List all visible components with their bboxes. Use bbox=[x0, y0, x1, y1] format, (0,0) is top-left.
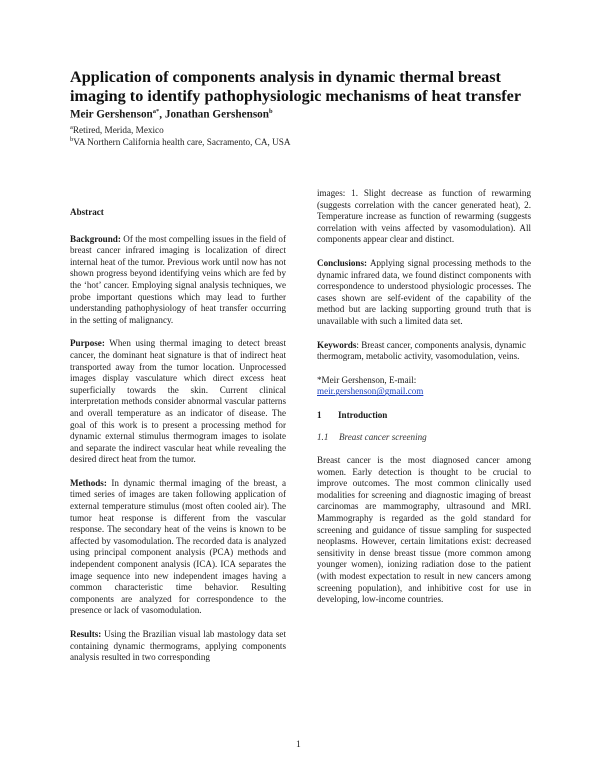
results-continued: images: 1. Slight decrease as function of rewarming (suggests correlation with the cancer generated heat), 2. Temperature increase as function of rewarming (suggests correlation with veins affected by vasomodulation). All components appear clear and distinct. bbox=[317, 188, 531, 245]
subsection-number: 1.1 bbox=[317, 431, 329, 442]
keywords bbox=[317, 340, 531, 363]
author-superscript: a* bbox=[152, 108, 160, 115]
author-name: Meir Gershenson bbox=[70, 108, 153, 121]
abstract-results bbox=[70, 629, 286, 664]
author-name: Jonathan Gershenson bbox=[164, 108, 269, 121]
abstract-conclusions bbox=[317, 258, 531, 328]
affiliation-text: VA Northern California health care, Sacramento, CA, USA bbox=[73, 137, 291, 148]
subsection-heading bbox=[317, 432, 531, 444]
paper-title: Application of components analysis in dynamic thermal breast imaging to identify pathophysiologic mechanisms of heat transfer bbox=[70, 68, 521, 105]
affiliation-text: Retired, Merida, Mexico bbox=[72, 125, 164, 136]
purpose-text: When using thermal imaging to detect breast cancer, the dominant heat signature is that of indirect heat transported away from the tumor location. Unprocessed images display vasculature which direct excess heat superficially towards the skin. Current clinical interpretation methods consider abnormal vascular patterns and overall temperature as an indicator of disease. The goal of this work is to present a processing method for dynamic external stimulus thermogram images to isolate and separate the indirect vascular heat while revealing the desired direct heat from the tumor. bbox=[70, 338, 286, 465]
purpose-label: Purpose: bbox=[70, 338, 105, 349]
methods-label: Methods: bbox=[70, 477, 107, 488]
author-line bbox=[70, 108, 273, 121]
section-number: 1 bbox=[317, 409, 322, 420]
keywords-text: : Breast cancer, components analysis, dynamic thermogram, metabolic activity, vasomodulation, veins. bbox=[317, 339, 526, 362]
left-column bbox=[70, 207, 286, 676]
section-heading bbox=[317, 410, 531, 422]
background-text: Of the most compelling issues in the field of breast cancer infrared imaging is localization of direct internal heat of the tumor. Previous work until now has not shown progress beyond identifying veins which are fed by the ‘hot’ cancer. Employing signal analysis techniques, we probe important questions which may lead to further understanding pathophysiology of heat transfer occurring in the setting of malignancy. bbox=[70, 233, 286, 325]
methods-text: In dynamic thermal imaging of the breast, a timed series of images are taken following application of external temperature stimulus (most often cooled air). The tumor heat response is different from the vascular response. The secondary heat of the veins is known to be affected by vasomodulation. The recorded data is analyzed using principal component analysis (PCA) methods and independent component analysis (ICA). ICA separates the image sequence into new independent images having a common characteristic time behavior. Resulting components are analyzed for correspondence to the presence or lack of vasomodulation. bbox=[70, 477, 286, 616]
affiliation-superscript: a bbox=[70, 124, 73, 131]
results-text: Using the Brazilian visual lab mastology data set containing dynamic thermograms, applying components analysis resulted in two corresponding bbox=[70, 629, 286, 663]
subsection-title: Breast cancer screening bbox=[339, 431, 427, 442]
email-link[interactable]: meir.gershenson@gmail.com bbox=[317, 386, 424, 397]
abstract-heading: Abstract bbox=[70, 207, 104, 217]
affiliation-superscript: b bbox=[70, 136, 74, 143]
affiliation bbox=[70, 124, 164, 135]
abstract-background bbox=[70, 234, 286, 327]
correspondence bbox=[317, 375, 531, 398]
intro-paragraph: Breast cancer is the most diagnosed cancer among women. Early detection is thought to be crucial to improve outcomes. The most common clinically used modalities for screening and diagnostic imaging of breast carcinomas are mammography, ultrasound and MRI. Mammography is regarded as the gold standard for screening and guidance of tissue sampling for suspected neoplasms. However, certain limitations exist: decreased sensitivity in dense breast tissue (more common among younger women), ionizing radiation dose to the patient (with modest expectation to result in new cancers among screening population), and inhibitive cost for use in developing, low-income countries. bbox=[317, 455, 531, 605]
keywords-label: Keywords bbox=[317, 339, 357, 350]
results-label: Results: bbox=[70, 629, 102, 639]
conclusions-label: Conclusions: bbox=[317, 257, 368, 268]
author-superscript: b bbox=[269, 108, 273, 115]
right-column bbox=[317, 188, 531, 618]
section-title: Introduction bbox=[338, 409, 388, 420]
abstract-methods bbox=[70, 478, 286, 617]
affiliation bbox=[70, 136, 290, 147]
page-number: 1 bbox=[296, 740, 301, 750]
author-separator: , bbox=[159, 108, 165, 121]
correspondence-text: *Meir Gershenson, E-mail: bbox=[317, 374, 417, 385]
abstract-purpose bbox=[70, 338, 286, 466]
background-label: Background: bbox=[70, 233, 121, 244]
conclusions-text: Applying signal processing methods to the dynamic infrared data, we found distinct components with correspondence to understood physiologic processes. The cases shown are self-evident of the capability of the method but are lacking supporting ground truth that is unavailable with such a limited data set. bbox=[317, 257, 531, 326]
